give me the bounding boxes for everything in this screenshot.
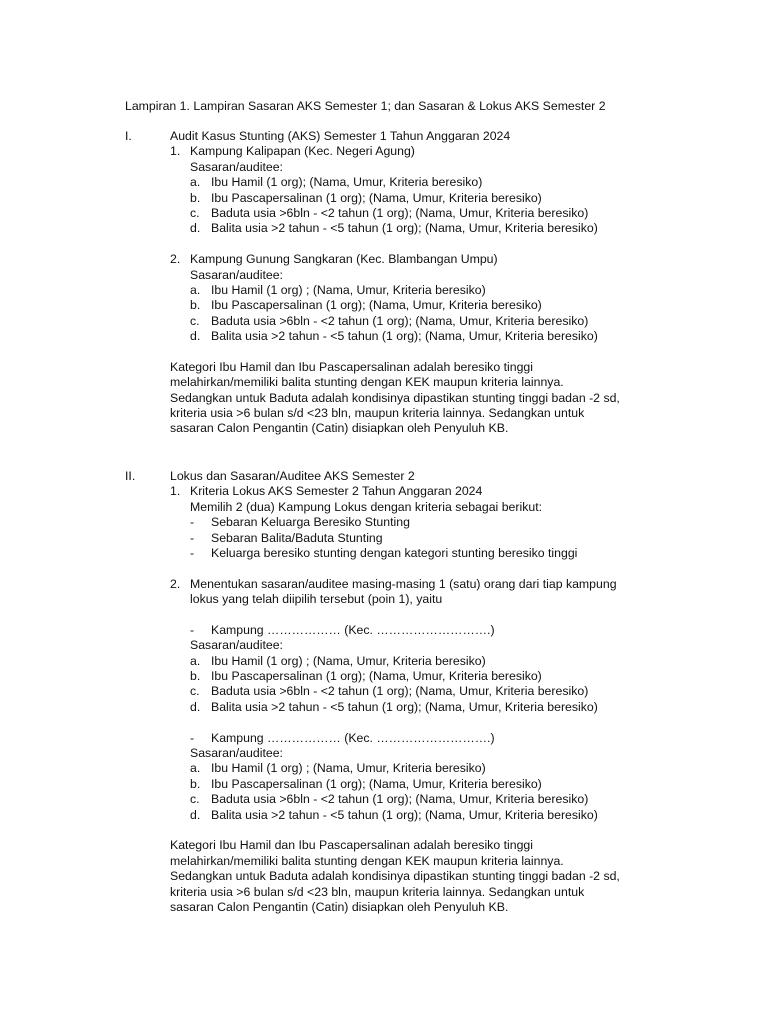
section-numeral: I. bbox=[125, 129, 132, 143]
list-item bbox=[125, 252, 685, 267]
sub-text: Ibu Pascapersalinan (1 org); (Nama, Umur, Kriteria beresiko) bbox=[211, 190, 542, 205]
sub-text: Balita usia >2 tahun - <5 tahun (1 org); (Nama, Umur, Kriteria beresiko) bbox=[211, 807, 598, 822]
item-label: Kampung Kalipapan (Kec. Negeri Agung) bbox=[190, 144, 415, 159]
sub-item bbox=[125, 808, 685, 823]
list-item bbox=[125, 144, 685, 159]
sub-item bbox=[125, 777, 685, 792]
sub-item bbox=[125, 700, 685, 715]
sub-text: Baduta usia >6bln - <2 tahun (1 org); (Nama, Umur, Kriteria beresiko) bbox=[211, 205, 589, 220]
sub-marker: c. bbox=[190, 684, 200, 699]
sub-item bbox=[125, 298, 685, 313]
item-number: 2. bbox=[170, 252, 181, 267]
sub-marker: c. bbox=[190, 313, 200, 328]
sub-item bbox=[125, 329, 685, 344]
section-2 bbox=[125, 469, 685, 915]
item-label: Kriteria Lokus AKS Semester 2 Tahun Anggaran 2024 bbox=[190, 484, 483, 499]
item-number: 1. bbox=[170, 144, 181, 159]
sasaran-label: Sasaran/auditee: bbox=[190, 746, 283, 761]
note-paragraph bbox=[170, 838, 685, 915]
sub-text: Balita usia >2 tahun - <5 tahun (1 org); (Nama, Umur, Kriteria beresiko) bbox=[211, 329, 598, 344]
sasaran-label: Sasaran/auditee: bbox=[190, 267, 283, 282]
section-2-heading-line bbox=[125, 469, 685, 484]
kampung-item bbox=[125, 623, 685, 638]
sasaran-label: Sasaran/auditee: bbox=[190, 638, 283, 653]
sub-marker: a. bbox=[190, 175, 201, 190]
sasaran-label: Sasaran/auditee: bbox=[190, 159, 283, 174]
note-line: kriteria usia >6 bulan s/d <23 bln, maupun kriteria lainnya. Sedangkan untuk bbox=[170, 406, 585, 421]
sub-item bbox=[125, 314, 685, 329]
sub-marker: c. bbox=[190, 792, 200, 807]
sub-marker: b. bbox=[190, 669, 201, 684]
sub-text: Ibu Pascapersalinan (1 org); (Nama, Umur, Kriteria beresiko) bbox=[211, 669, 542, 684]
sub-marker: d. bbox=[190, 221, 201, 236]
sub-marker: d. bbox=[190, 699, 201, 714]
sub-text: Baduta usia >6bln - <2 tahun (1 org); (Nama, Umur, Kriteria beresiko) bbox=[211, 313, 589, 328]
sub-marker: d. bbox=[190, 807, 201, 822]
sub-item bbox=[125, 283, 685, 298]
sub-marker: c. bbox=[190, 205, 200, 220]
kampung-text: Kampung ……………… (Kec. ……………………….) bbox=[211, 730, 495, 745]
bullet-marker: - bbox=[190, 730, 195, 745]
note-line: melahirkan/memiliki balita stunting dengan KEK maupun kriteria lainnya. bbox=[170, 853, 564, 868]
bullet-marker: - bbox=[190, 545, 195, 560]
note-line: kriteria usia >6 bulan s/d <23 bln, maupun kriteria lainnya. Sedangkan untuk bbox=[170, 884, 585, 899]
sub-marker: d. bbox=[190, 329, 201, 344]
document-title: Lampiran 1. Lampiran Sasaran AKS Semester 1; dan Sasaran & Lokus AKS Semester 2 bbox=[125, 99, 606, 113]
bullet-marker: - bbox=[190, 622, 195, 637]
section-1 bbox=[125, 129, 685, 437]
section-heading: Lokus dan Sasaran/Auditee AKS Semester 2 bbox=[170, 469, 415, 483]
sub-item bbox=[125, 654, 685, 669]
section-heading: Audit Kasus Stunting (AKS) Semester 1 Tahun Anggaran 2024 bbox=[170, 129, 511, 143]
note-line: melahirkan/memiliki balita stunting dengan KEK maupun kriteria lainnya. bbox=[170, 375, 564, 390]
sub-text: Baduta usia >6bln - <2 tahun (1 org); (Nama, Umur, Kriteria beresiko) bbox=[211, 684, 589, 699]
item-label-continued: lokus yang telah diipilih tersebut (poin 1), yaitu bbox=[190, 592, 443, 607]
section-1-heading-line bbox=[125, 129, 685, 144]
bullet-item bbox=[125, 515, 685, 530]
sub-marker: a. bbox=[190, 761, 201, 776]
kampung-text: Kampung ……………… (Kec. ……………………….) bbox=[211, 622, 495, 637]
bullet-item bbox=[125, 546, 685, 561]
note-line: Kategori Ibu Hamil dan Ibu Pascapersalinan adalah beresiko tinggi bbox=[170, 359, 533, 374]
sub-marker: b. bbox=[190, 298, 201, 313]
bullet-text: Keluarga beresiko stunting dengan kategori stunting beresiko tinggi bbox=[211, 545, 578, 560]
sub-text: Balita usia >2 tahun - <5 tahun (1 org); (Nama, Umur, Kriteria beresiko) bbox=[211, 699, 598, 714]
section-numeral: II. bbox=[125, 469, 136, 483]
sub-text: Ibu Hamil (1 org) ; (Nama, Umur, Kriteria beresiko) bbox=[211, 761, 486, 776]
list-item bbox=[125, 577, 685, 592]
criteria-intro: Memilih 2 (dua) Kampung Lokus dengan kriteria sebagai berikut: bbox=[190, 499, 543, 514]
sub-item bbox=[125, 175, 685, 190]
sub-text: Ibu Hamil (1 org) ; (Nama, Umur, Kriteria beresiko) bbox=[211, 653, 486, 668]
sub-text: Ibu Pascapersalinan (1 org); (Nama, Umur, Kriteria beresiko) bbox=[211, 776, 542, 791]
item-number: 1. bbox=[170, 484, 181, 499]
sub-item bbox=[125, 792, 685, 807]
sub-marker: a. bbox=[190, 282, 201, 297]
sub-item bbox=[125, 221, 685, 236]
bullet-item bbox=[125, 531, 685, 546]
sub-marker: b. bbox=[190, 776, 201, 791]
sub-text: Balita usia >2 tahun - <5 tahun (1 org); (Nama, Umur, Kriteria beresiko) bbox=[211, 221, 598, 236]
sub-text: Ibu Pascapersalinan (1 org); (Nama, Umur, Kriteria beresiko) bbox=[211, 298, 542, 313]
bullet-marker: - bbox=[190, 515, 195, 530]
sub-item bbox=[125, 191, 685, 206]
sub-text: Ibu Hamil (1 org); (Nama, Umur, Kriteria beresiko) bbox=[211, 175, 483, 190]
sub-text: Baduta usia >6bln - <2 tahun (1 org); (Nama, Umur, Kriteria beresiko) bbox=[211, 792, 589, 807]
item-number: 2. bbox=[170, 576, 181, 591]
bullet-marker: - bbox=[190, 530, 195, 545]
note-line: sasaran Calon Pengantin (Catin) disiapkan oleh Penyuluh KB. bbox=[170, 899, 509, 914]
note-line: Sedangkan untuk Baduta adalah kondisinya dipastikan stunting tinggi badan -2 sd, bbox=[170, 390, 620, 405]
sub-marker: b. bbox=[190, 190, 201, 205]
sub-item bbox=[125, 206, 685, 221]
bullet-text: Sebaran Keluarga Beresiko Stunting bbox=[211, 515, 410, 530]
note-line: Kategori Ibu Hamil dan Ibu Pascapersalinan adalah beresiko tinggi bbox=[170, 838, 533, 853]
sub-item bbox=[125, 684, 685, 699]
item-label: Kampung Gunung Sangkaran (Kec. Blambangan Umpu) bbox=[190, 252, 498, 267]
note-line: sasaran Calon Pengantin (Catin) disiapkan oleh Penyuluh KB. bbox=[170, 421, 509, 436]
item-label: Menentukan sasaran/auditee masing-masing 1 (satu) orang dari tiap kampung bbox=[190, 576, 617, 591]
note-paragraph bbox=[170, 360, 685, 437]
sub-item bbox=[125, 761, 685, 776]
list-item bbox=[125, 484, 685, 499]
sub-marker: a. bbox=[190, 653, 201, 668]
sub-item bbox=[125, 669, 685, 684]
bullet-text: Sebaran Balita/Baduta Stunting bbox=[211, 530, 383, 545]
kampung-item bbox=[125, 731, 685, 746]
sub-text: Ibu Hamil (1 org) ; (Nama, Umur, Kriteria beresiko) bbox=[211, 282, 486, 297]
note-line: Sedangkan untuk Baduta adalah kondisinya dipastikan stunting tinggi badan -2 sd, bbox=[170, 869, 620, 884]
